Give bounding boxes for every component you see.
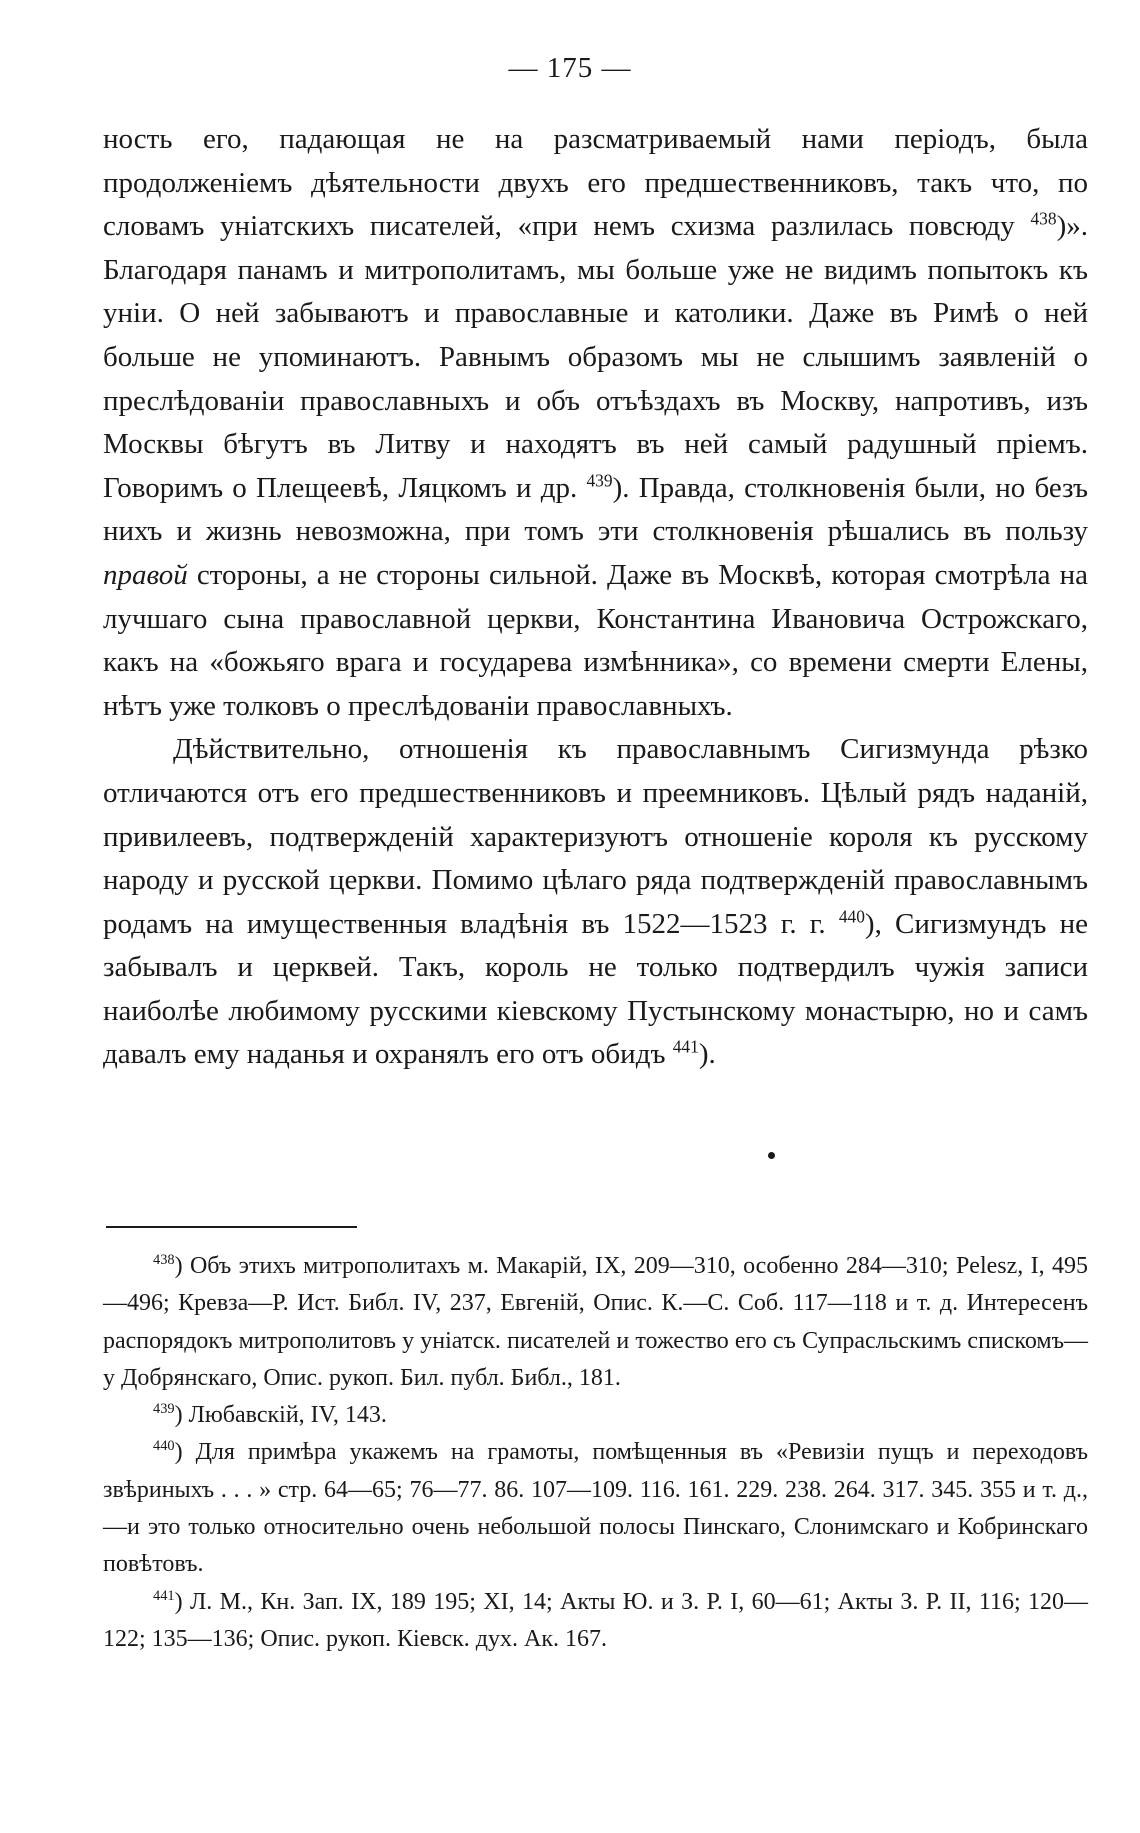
footnotes xyxy=(103,1248,1088,1658)
footnote-number-438: 438 xyxy=(153,1252,175,1268)
footnote-ref-440: 440 xyxy=(838,906,865,927)
paragraph-2-part-1: Дѣйствительно, отношенія къ православнымъ Сигизмунда рѣзко отличаются отъ его предшественниковъ и преемниковъ. Цѣлый рядъ наданій, привилеевъ, подтвержденій характеризуютъ отношеніе короля къ русскому народу и русской церкви. Помимо цѣлаго ряда подтвержденій православнымъ родамъ на имущественныя владѣнія въ 1522—1523 г. г. xyxy=(103,733,1088,940)
footnote-ref-438: 438 xyxy=(1030,208,1057,229)
footnote-divider xyxy=(106,1226,357,1228)
page-number: — 175 — xyxy=(508,52,632,84)
footnote-438 xyxy=(103,1248,1088,1397)
footnote-ref-439: 439 xyxy=(586,470,613,491)
footnote-text-441: ) Л. М., Кн. Зап. IX, 189 195; XI, 14; Акты Ю. и З. Р. I, 60—61; Акты З. Р. II, 116; 120—122; 135—136; Опис. рукоп. Кіевск. дух. Ак. 167. xyxy=(103,1588,1088,1652)
paragraph-2 xyxy=(103,728,1088,1077)
paragraph-1-part-3: ). Правда, столкновенія были, но безъ нихъ и жизнь невозможна, при томъ эти столкновенія рѣшались въ пользу xyxy=(103,471,1088,548)
end-dot xyxy=(768,1152,775,1159)
paragraph-1 xyxy=(103,118,1088,728)
footnote-number-439: 439 xyxy=(153,1401,175,1418)
footnote-number-440: 440 xyxy=(153,1438,175,1455)
footnote-440 xyxy=(103,1434,1088,1583)
footnote-441 xyxy=(103,1584,1088,1659)
paragraph-2-part-2: ), Сигизмундъ не забывалъ и церквей. Такъ, король не только подтвердилъ чужія записи наиболѣе любимому русскими кіевскому Пустынскому монастырю, но и самъ давалъ ему наданья и охранялъ его отъ обидъ xyxy=(103,907,1088,1071)
italic-word: правой xyxy=(103,558,188,591)
footnote-number-441: 441 xyxy=(153,1587,175,1604)
paragraph-2-part-3: ). xyxy=(698,1038,716,1071)
footnote-text-440: ) Для примѣра укажемъ на грамоты, помѣщенныя въ «Ревизіи пущъ и переходовъ звѣриныхъ . . . » стр. 64—65; 76—77. 86. 107—109. 116. 161. 229. 238. 264. 317. 345. 355 и т. д.,—и это только относительно очень небольшой полосы Пинскаго, Слонимскаго и Кобринскаго повѣтовъ. xyxy=(103,1439,1088,1578)
footnote-439 xyxy=(103,1397,1088,1434)
paragraph-1-part-2: )». Благодаря панамъ и митрополитамъ, мы больше уже не видимъ попытокъ къ уніи. О ней забываютъ и православные и католики. Даже въ Римѣ о ней больше не упоминаютъ. Равнымъ образомъ мы не слышимъ заявленій о преслѣдованіи православныхъ и объ отъѣздахъ въ Москву, напротивъ, изъ Москвы бѣгутъ въ Литву и находятъ въ ней самый радушный пріемъ. Говоримъ о Плещеевѣ, Ляцкомъ и др. xyxy=(103,210,1088,504)
footnote-ref-441: 441 xyxy=(672,1036,699,1057)
footnote-text-438: ) Объ этихъ митрополитахъ м. Макарій, IX, 209—310, особенно 284—310; Pelesz, I, 495—496; Кревза—Р. Ист. Библ. IV, 237, Евгеній, Опис. К.—С. Соб. 117—118 и т. д. Интересенъ распорядокъ митрополитовъ у уніатск. писателей и тожество его съ Супрасльскимъ спискомъ—у Добрянскаго, Опис. рукоп. Бил. публ. Библ., 181. xyxy=(103,1253,1088,1391)
paragraph-1-part-1: ность его, падающая не на разсматриваемый нами періодъ, была продолженіемъ дѣятельности двухъ его предшественниковъ, такъ что, по словамъ уніатскихъ писателей, «при немъ схизма разлилась повсюду xyxy=(103,123,1088,243)
footnote-text-439: ) Любавскій, IV, 143. xyxy=(174,1402,387,1429)
paragraph-1-part-4: стороны, а не стороны сильной. Даже въ Москвѣ, которая смотрѣла на лучшаго сына православной церкви, Константина Ивановича Острожскаго, какъ на «божьяго врага и государева измѣнника», со времени смерти Елены, нѣтъ уже толковъ о преслѣдованіи православныхъ. xyxy=(103,558,1089,722)
main-text xyxy=(103,118,1088,1077)
